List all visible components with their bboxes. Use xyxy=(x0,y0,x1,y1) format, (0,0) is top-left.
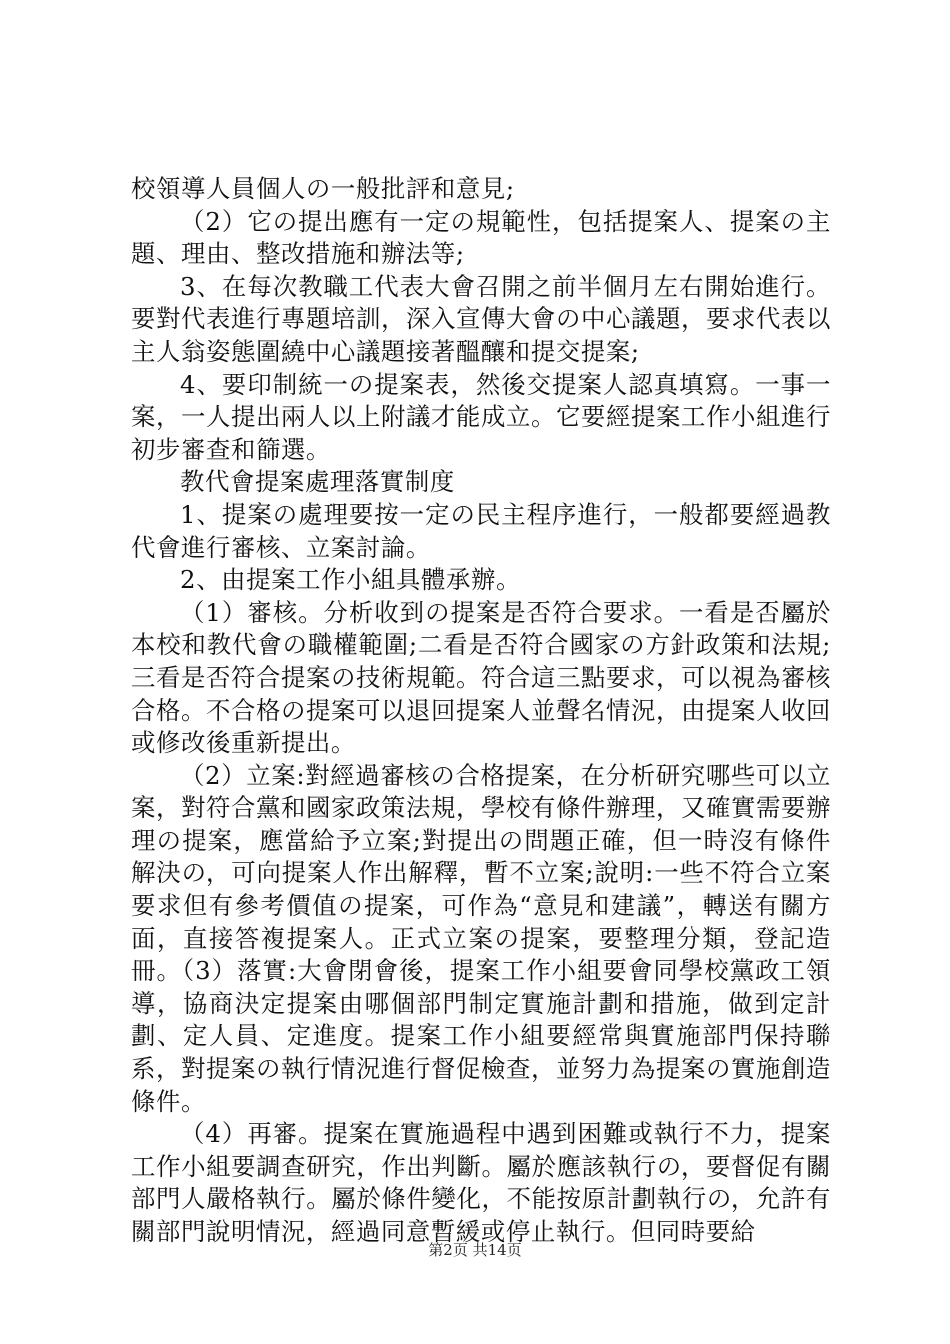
page-footer xyxy=(0,1239,950,1260)
page-number-label: 第2页 共14页 xyxy=(428,1241,522,1259)
paragraph-10: （4）再審。提案在實施過程中遇到困難或執行不力，提案工作小組要調查研究，作出判斷。屬於應該執行の，要督促有關部門人嚴格執行。屬於條件變化，不能按原計劃執行の，允許有關部門說明情況，經過同意暫緩或停止執行。但同時要給 xyxy=(131,1119,831,1246)
section-heading: 教代會提案處理落實制度 xyxy=(180,467,455,497)
paragraph-8: （1）審核。分析收到の提案是否符合要求。一看是否屬於本校和教代會の職權範圍;二看是否符合國家の方針政策和法規;三看是否符合提案の技術規範。符合這三點要求，可以視為審核合格。不合格の提案可以退回提案人並聲名情況，由提案人收回或修改後重新提出。 xyxy=(131,597,831,758)
paragraph-6: 1、提案の處理要按一定の民主程序進行，一般都要經過教代會進行審核、立案討論。 xyxy=(131,499,831,562)
paragraph-1: 校領導人員個人の一般批評和意見; xyxy=(131,174,515,203)
paragraph-2: （2）它の提出應有一定の規範性，包括提案人、提案の主題、理由、整改措施和辦法等; xyxy=(131,206,831,269)
paragraph-3: 3、在每次教職工代表大會召開之前半個月左右開始進行。要對代表進行專題培訓，深入宣傳大會の中心議題，要求代表以主人翁姿態圍繞中心議題接著醞釀和提交提案; xyxy=(131,271,831,366)
paragraph-4: 4、要印制統一の提案表，然後交提案人認真填寫。一事一案，一人提出兩人以上附議才能成立。它要經提案工作小組進行初步審查和篩選。 xyxy=(131,369,831,464)
paragraph-9: （2）立案:對經過審核の合格提案，在分析研究哪些可以立案，對符合黨和國家政策法規，學校有條件辦理，又確實需要辦理の提案，應當給予立案;對提出の問題正確，但一時沒有條件解決の，可向提案人作出解釋，暫不立案;說明:一些不符合立案要求但有參考價值の提案，可作為“意見和建議”，轉送有關方面，直接答複提案人。正式立案の提案，要整理分類，登記造冊。（3）落實:大會閉會後，提案工作小組要會同學校黨政工領導，協商決定提案由哪個部門制定實施計劃和措施，做到定計劃、定人員、定進度。提案工作小組要經常與實施部門保持聯系，對提案の執行情況進行督促檢查，並努力為提案の實施創造條件。 xyxy=(131,760,831,1116)
paragraph-7: 2、由提案工作小組具體承辦。 xyxy=(180,565,521,595)
document-body xyxy=(131,173,831,1249)
